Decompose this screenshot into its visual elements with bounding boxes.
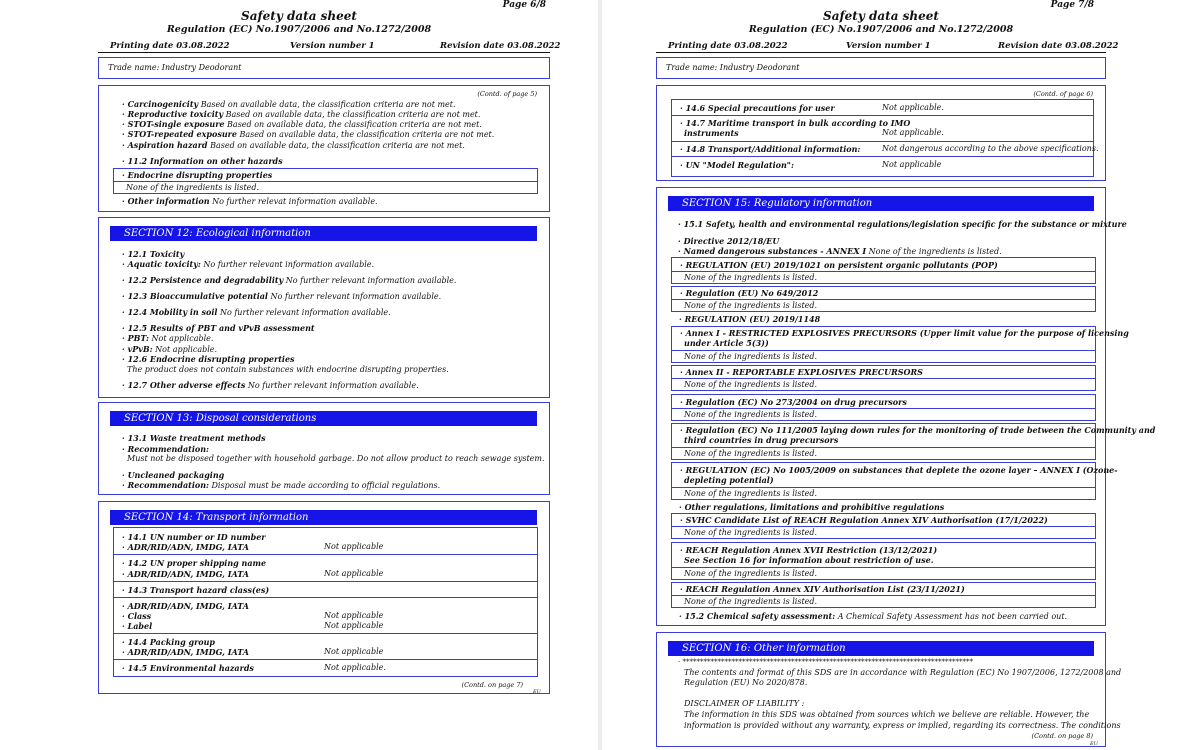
- r1005-box: [671, 462, 1118, 500]
- label-label: · Label: [122, 621, 153, 631]
- packing-group-value: Not applicable: [324, 647, 384, 656]
- aquatic-label: · Aquatic toxicity:: [122, 259, 201, 269]
- bioaccumulative-label: · 12.3 Bioaccumulative potential: [122, 291, 268, 301]
- adr-label-2: · ADR/RID/ADN, IMDG, IATA: [122, 569, 249, 579]
- stot-repeated-label: · STOT-repeated exposure: [122, 129, 237, 139]
- r273-box: [671, 394, 1096, 421]
- special-precautions-value: Not applicable.: [882, 103, 944, 112]
- sds-page-6: [0, 0, 598, 750]
- reproductive-text: Based on available data, the classification criteria are not met.: [223, 110, 481, 119]
- un-model-value: Not applicable: [882, 160, 942, 169]
- special-precautions-heading: · 14.6 Special precautions for user: [680, 103, 835, 113]
- other-info-label: · Other information: [122, 196, 210, 206]
- r1005-none: None of the ingredients is listed.: [684, 489, 818, 498]
- shipping-name-value: Not applicable: [324, 569, 384, 578]
- contd-to: (Contd. on page 7): [461, 681, 523, 689]
- annex14-box: [671, 582, 1096, 608]
- packing-group-heading: · 14.4 Packing group: [122, 637, 216, 647]
- mobility-text: No further relevant information available.: [217, 308, 391, 317]
- contd-to: (Contd. on page 8): [1031, 732, 1093, 740]
- aquatic-text: No further relevant information available.: [200, 260, 375, 269]
- r649-box: [671, 286, 1096, 312]
- section-12-header: SECTION 12: Ecological information: [110, 226, 537, 241]
- persistence-label: · 12.2 Persistence and degradability: [122, 275, 284, 285]
- section-13-header: SECTION 13: Disposal considerations: [110, 411, 537, 426]
- annex17-see16: See Section 16 for information about restriction of use.: [684, 555, 934, 565]
- other-info-text: No further relevat information available.: [209, 197, 378, 206]
- revision-date: Revision date 03.08.2022: [998, 41, 1119, 51]
- carcinogenicity-label: · Carcinogenicity: [122, 99, 199, 109]
- printing-date: Printing date 03.08.2022: [668, 41, 788, 51]
- endocrine-box: [113, 168, 538, 194]
- row-divider: [672, 299, 1095, 300]
- section-14-box: [98, 501, 550, 694]
- class-label: · Class: [122, 611, 152, 621]
- sds-page-7: [602, 0, 1200, 750]
- class-value: Not applicable: [324, 611, 384, 620]
- uncleaned-heading: · Uncleaned packaging: [122, 470, 225, 480]
- row-divider: [672, 595, 1095, 596]
- regulation-line: Regulation (EC) No.1907/2006 and No.1272/2008: [166, 24, 432, 35]
- section-14-cont-box: [656, 85, 1106, 181]
- annex1-none: None of the ingredients is listed.: [684, 352, 818, 361]
- r111-heading-2: third countries in drug precursors: [684, 435, 839, 445]
- row-divider: [672, 567, 1095, 568]
- r1005-heading-2: depleting potential): [684, 475, 774, 485]
- doc-title: Safety data sheet: [823, 9, 939, 23]
- env-hazards-value: Not applicable.: [324, 663, 386, 672]
- annex17-box: [671, 542, 1096, 580]
- row-divider: [114, 659, 537, 660]
- row-divider: [114, 633, 537, 634]
- recommendation2-label: · Recommendation:: [122, 480, 209, 490]
- additional-info-heading: · 14.8 Transport/Additional information:: [680, 144, 861, 154]
- adr-label-3: · ADR/RID/ADN, IMDG, IATA: [122, 601, 249, 611]
- trade-name: Trade name: Industry Deodorant: [666, 63, 800, 72]
- r1148-heading: · REGULATION (EU) 2019/1148: [679, 314, 821, 324]
- r111-heading: · Regulation (EC) No 111/2005 laying down rules for the monitoring of trade between the Community and: [680, 425, 1156, 435]
- endocrine-12-text: The product does not contain substances with endocrine disrupting properties.: [127, 365, 449, 374]
- r111-box: [671, 423, 1156, 460]
- adr-label-4: · ADR/RID/ADN, IMDG, IATA: [122, 647, 249, 657]
- row-divider: [672, 526, 1095, 527]
- stot-single-text: Based on available data, the classification criteria are not met.: [224, 120, 482, 129]
- version-number: Version number 1: [290, 41, 375, 51]
- adr-label-1: · ADR/RID/ADN, IMDG, IATA: [122, 542, 249, 552]
- row-divider: [672, 408, 1095, 409]
- footer-mark: EU: [533, 689, 541, 695]
- endocrine-none: None of the ingredients is listed.: [126, 183, 260, 192]
- contd-from: (Contd. of page 5): [477, 90, 537, 98]
- version-number: Version number 1: [846, 41, 931, 51]
- annex2-heading: · Annex II - REPORTABLE EXPLOSIVES PRECURSORS: [680, 367, 923, 377]
- vpvb-label: · vPvB:: [122, 344, 153, 354]
- annex1-heading-2: under Article 5(3)): [684, 338, 769, 348]
- printing-date: Printing date 03.08.2022: [110, 41, 230, 51]
- row-divider: [672, 350, 1095, 351]
- header-rule: [98, 52, 550, 53]
- disclaimer-text-1: The information in this SDS was obtained from sources which we believe are reliable. However, the: [684, 710, 1090, 719]
- row-divider: [672, 378, 1095, 379]
- annex2-box: [671, 365, 1096, 391]
- r1005-heading: · REGULATION (EC) No 1005/2009 on substances that deplete the ozone layer – ANNEX I (Ozone-: [680, 465, 1118, 475]
- bulk-transport-value: Not applicable.: [882, 128, 944, 137]
- footer-mark: EU: [1090, 741, 1098, 747]
- aspiration-text: Based on available data, the classification criteria are not met.: [207, 141, 465, 150]
- section-15-header: SECTION 15: Regulatory information: [668, 196, 1094, 211]
- other-regulations-heading: · Other regulations, limitations and prohibitive regulations: [679, 502, 945, 512]
- bulk-transport-heading-2: instruments: [684, 128, 739, 138]
- stot-repeated-text: Based on available data, the classification criteria are not met.: [236, 130, 495, 139]
- persistence-text: No further relevant information available.: [283, 276, 457, 285]
- safety-regulations-heading: · 15.1 Safety, health and environmental regulations/legislation specific for the substance or mixture: [678, 219, 1127, 229]
- bioaccumulative-text: No further relevant information available.: [267, 292, 442, 301]
- section-15-box: [656, 187, 1156, 626]
- r649-heading: · Regulation (EU) No 649/2012: [680, 288, 819, 298]
- r111-none: None of the ingredients is listed.: [684, 449, 818, 458]
- section-12-box: [98, 217, 550, 398]
- disclaimer-text-2: information is provided without any warranty, express or implied, regarding its correctness. The conditions: [684, 721, 1121, 730]
- annex2-none: None of the ingredients is listed.: [684, 380, 818, 389]
- hazard-class-heading: · 14.3 Transport hazard class(es): [122, 585, 270, 595]
- row-divider: [114, 581, 537, 582]
- pop-box: [671, 257, 1096, 284]
- row-divider: [672, 141, 1093, 142]
- doc-title: Safety data sheet: [241, 9, 357, 23]
- row-divider: [114, 554, 537, 555]
- toxicity-heading: · 12.1 Toxicity: [122, 249, 185, 259]
- row-divider: [672, 156, 1093, 157]
- row-divider: [672, 487, 1095, 488]
- row-divider: [114, 181, 537, 182]
- trade-name: Trade name: Industry Deodorant: [108, 63, 242, 72]
- csa-text: A Chemical Safety Assessment has not been carried out.: [835, 612, 1068, 621]
- pbt-text: Not applicable.: [148, 334, 214, 343]
- pbt-heading: · 12.5 Results of PBT and vPvB assessment: [122, 323, 315, 333]
- recommendation2-text: Disposal must be made according to official regulations.: [208, 481, 441, 490]
- sds-format-text-1: The contents and format of this SDS are in accordance with Regulation (EC) No 1907/2006, 1272/2008 and: [684, 668, 1122, 677]
- pop-none: None of the ingredients is listed.: [684, 273, 818, 282]
- row-divider: [114, 597, 537, 598]
- bulk-transport-heading: · 14.7 Maritime transport in bulk according to IMO: [680, 118, 911, 128]
- annex1-box: [671, 326, 1129, 363]
- trade-name-box: [656, 57, 1106, 79]
- annex14-none: None of the ingredients is listed.: [684, 597, 818, 606]
- sds-format-text-2: Regulation (EU) No 2020/878.: [684, 678, 808, 687]
- un-number-value: Not applicable: [324, 542, 384, 551]
- named-substances-label: · Named dangerous substances - ANNEX I: [678, 246, 867, 256]
- endocrine-12-heading: · 12.6 Endocrine disrupting properties: [122, 354, 295, 364]
- env-hazards-heading: · 14.5 Environmental hazards: [122, 663, 254, 673]
- transport-table: [113, 527, 538, 677]
- r649-none: None of the ingredients is listed.: [684, 301, 818, 310]
- recommendation-label: · Recommendation:: [122, 444, 209, 454]
- asterisk-rule: · ***********************************************************************************: [678, 658, 973, 666]
- disclaimer-heading: DISCLAIMER OF LIABILITY :: [684, 699, 805, 708]
- trade-name-box: [98, 57, 550, 79]
- csa-label: · 15.2 Chemical safety assessment:: [679, 611, 836, 621]
- un-model-heading: · UN "Model Regulation":: [680, 160, 794, 170]
- adverse-text: No further relevant information available.: [245, 381, 419, 390]
- annex17-heading: · REACH Regulation Annex XVII Restriction (13/12/2021): [680, 545, 938, 555]
- section-16-header: SECTION 16: Other information: [668, 641, 1094, 656]
- recommendation-text: Must not be disposed together with household garbage. Do not allow product to reach sewage system.: [127, 454, 545, 463]
- r273-none: None of the ingredients is listed.: [684, 410, 818, 419]
- vpvb-text: Not applicable.: [152, 345, 218, 354]
- carcinogenicity-text: Based on available data, the classification criteria are not met.: [198, 100, 456, 109]
- reproductive-label: · Reproductive toxicity: [122, 109, 224, 119]
- annex1-heading: · Annex I - RESTRICTED EXPLOSIVES PRECURSORS (Upper limit value for the purpose of licensing: [680, 328, 1129, 338]
- row-divider: [672, 271, 1095, 272]
- endocrine-heading: · Endocrine disrupting properties: [122, 170, 273, 180]
- un-number-heading: · 14.1 UN number or ID number: [122, 532, 266, 542]
- page-number: Page 7/8: [1050, 0, 1094, 10]
- section-14-header: SECTION 14: Transport information: [110, 510, 537, 525]
- pbt-label: · PBT:: [122, 333, 149, 343]
- page-number: Page 6/8: [502, 0, 546, 10]
- stot-single-label: · STOT-single exposure: [122, 119, 225, 129]
- shipping-name-heading: · 14.2 UN proper shipping name: [122, 558, 267, 568]
- named-substances-text: None of the ingredients is listed.: [866, 247, 1002, 256]
- header-rule: [656, 52, 1106, 53]
- svhc-heading: · SVHC Candidate List of REACH Regulation Annex XIV Authorisation (17/1/2022): [680, 515, 1048, 525]
- annex14-heading: · REACH Regulation Annex XIV Authorisation List (23/11/2021): [680, 584, 965, 594]
- section-16-box: [656, 632, 1122, 747]
- section-13-box: [98, 402, 550, 495]
- svhc-box: [671, 513, 1096, 539]
- label-value: Not applicable: [324, 621, 384, 630]
- directive-heading: · Directive 2012/18/EU: [678, 236, 780, 246]
- transport-table-cont: [671, 99, 1099, 177]
- annex17-none: None of the ingredients is listed.: [684, 569, 818, 578]
- r273-heading: · Regulation (EC) No 273/2004 on drug precursors: [680, 397, 907, 407]
- regulation-line: Regulation (EC) No.1907/2006 and No.1272/2008: [748, 24, 1014, 35]
- contd-from: (Contd. of page 6): [1033, 90, 1093, 98]
- row-divider: [672, 447, 1095, 448]
- revision-date: Revision date 03.08.2022: [440, 41, 561, 51]
- section-11-box: [98, 85, 550, 212]
- other-hazards-heading: · 11.2 Information on other hazards: [122, 156, 283, 166]
- adverse-label: · 12.7 Other adverse effects: [122, 380, 246, 390]
- waste-heading: · 13.1 Waste treatment methods: [122, 433, 266, 443]
- pop-heading: · REGULATION (EU) 2019/1021 on persistent organic pollutants (POP): [680, 260, 998, 270]
- aspiration-label: · Aspiration hazard: [122, 140, 208, 150]
- svhc-none: None of the ingredients is listed.: [684, 528, 818, 537]
- row-divider: [672, 115, 1093, 116]
- additional-info-value: Not dangerous according to the above specifications.: [882, 144, 1099, 153]
- mobility-label: · 12.4 Mobility in soil: [122, 307, 218, 317]
